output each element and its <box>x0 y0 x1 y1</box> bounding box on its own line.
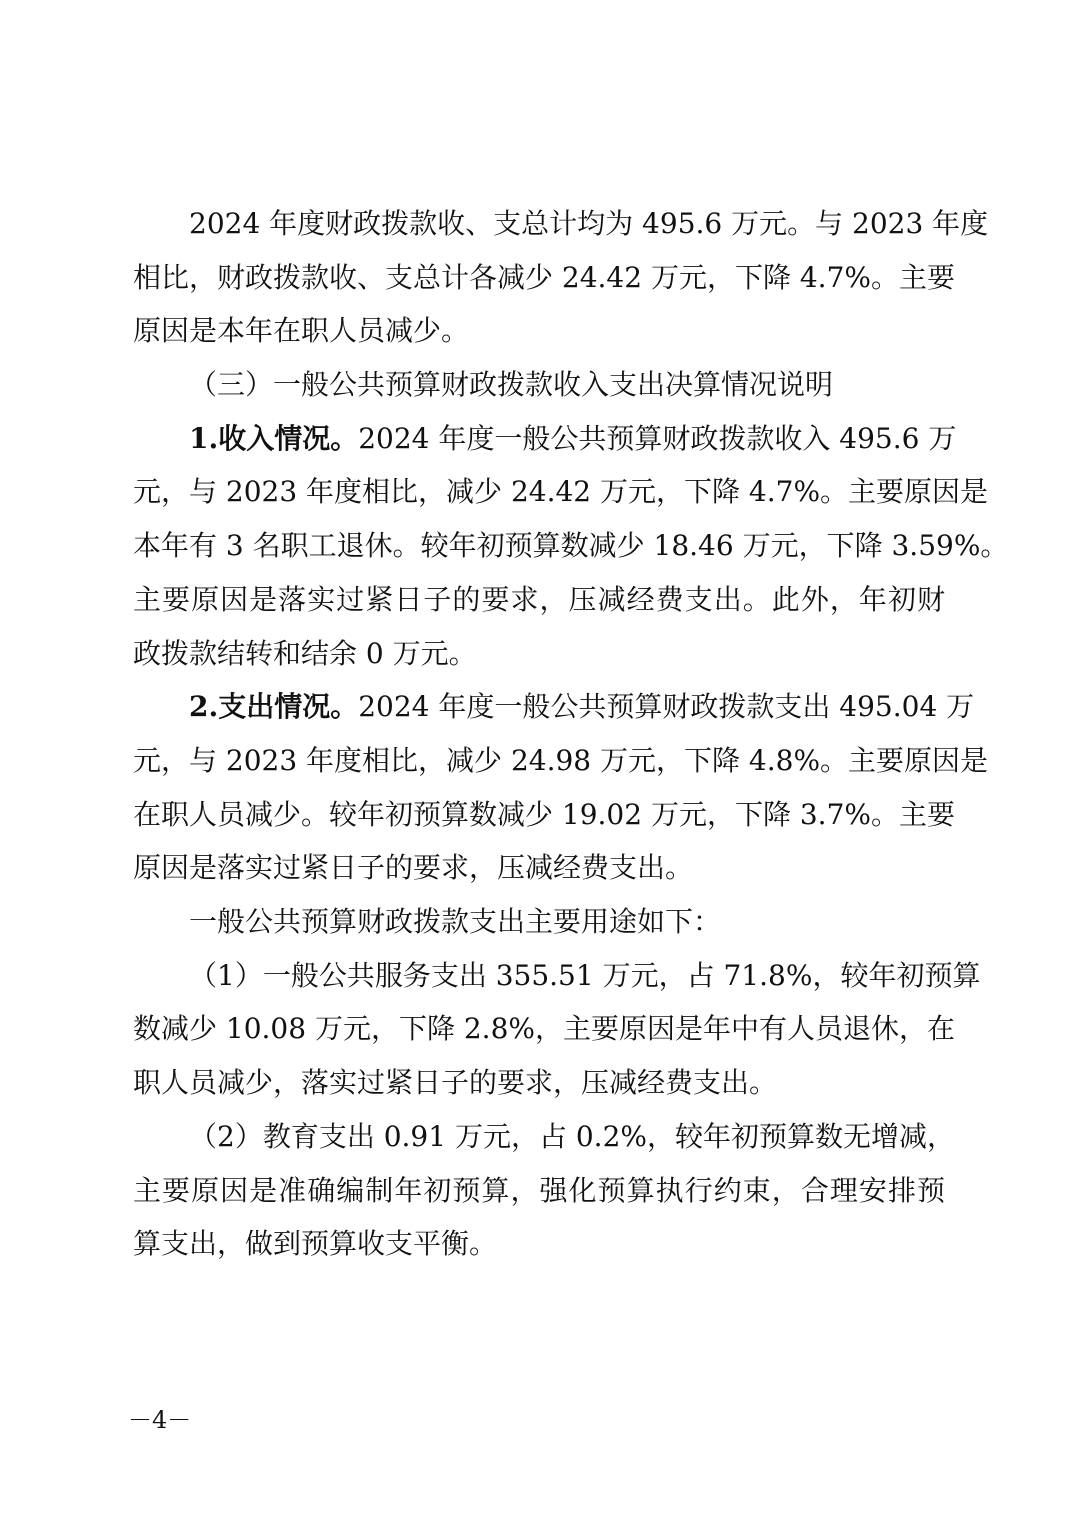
paragraph-line: 职人员减少，落实过紧日子的要求，压减经费支出。 <box>133 1066 778 1099</box>
paragraph-line: 算支出，做到预算收支平衡。 <box>133 1227 498 1260</box>
paragraph-line: 2024 年度财政拨款收、支总计均为 495.6 万元。与 2023 年度 <box>189 207 989 240</box>
paragraph-line: 元，与 2023 年度相比，减少 24.98 万元，下降 4.8%。主要原因是 <box>133 744 989 777</box>
paragraph-line: （2）教育支出 0.91 万元，占 0.2%，较年初预算数无增减， <box>189 1120 955 1153</box>
paragraph-line: 主要原因是落实过紧日子的要求，压减经费支出。此外，年初财 <box>133 583 945 616</box>
expenditure-lead: 2.支出情况。 <box>189 690 359 723</box>
paragraph-line: 原因是本年在职人员减少。 <box>133 314 470 347</box>
paragraph-text: 2024 年度一般公共预算财政拨款支出 495.04 万 <box>358 690 975 723</box>
page-number: －4－ <box>128 1406 192 1434</box>
income-lead: 1.收入情况。 <box>189 422 359 455</box>
paragraph-line <box>189 419 957 459</box>
paragraph-line: （1）一般公共服务支出 355.51 万元，占 71.8%，较年初预算 <box>189 959 981 992</box>
paragraph-line: 元，与 2023 年度相比，减少 24.42 万元，下降 4.7%。主要原因是 <box>133 475 989 508</box>
paragraph-line <box>189 687 975 727</box>
paragraph-line: 数减少 10.08 万元，下降 2.8%，主要原因是年中有人员退休，在 <box>133 1012 955 1045</box>
paragraph-line: 本年有 3 名职工退休。较年初预算数减少 18.46 万元，下降 3.59%。 <box>133 529 1009 562</box>
paragraph-line: 相比，财政拨款收、支总计各减少 24.42 万元，下降 4.7%。主要 <box>133 261 955 294</box>
paragraph-line: 在职人员减少。较年初预算数减少 19.02 万元，下降 3.7%。主要 <box>133 798 955 831</box>
paragraph-line: 政拨款结转和结余 0 万元。 <box>133 637 477 670</box>
paragraph-line: 主要原因是准确编制年初预算，强化预算执行约束，合理安排预 <box>133 1174 945 1207</box>
paragraph-text: 2024 年度一般公共预算财政拨款收入 495.6 万 <box>358 422 957 455</box>
paragraph-line: 原因是落实过紧日子的要求，压减经费支出。 <box>133 851 694 884</box>
section-heading: （三）一般公共预算财政拨款收入支出决算情况说明 <box>189 368 834 401</box>
paragraph-line: 一般公共预算财政拨款支出主要用途如下： <box>189 905 722 938</box>
